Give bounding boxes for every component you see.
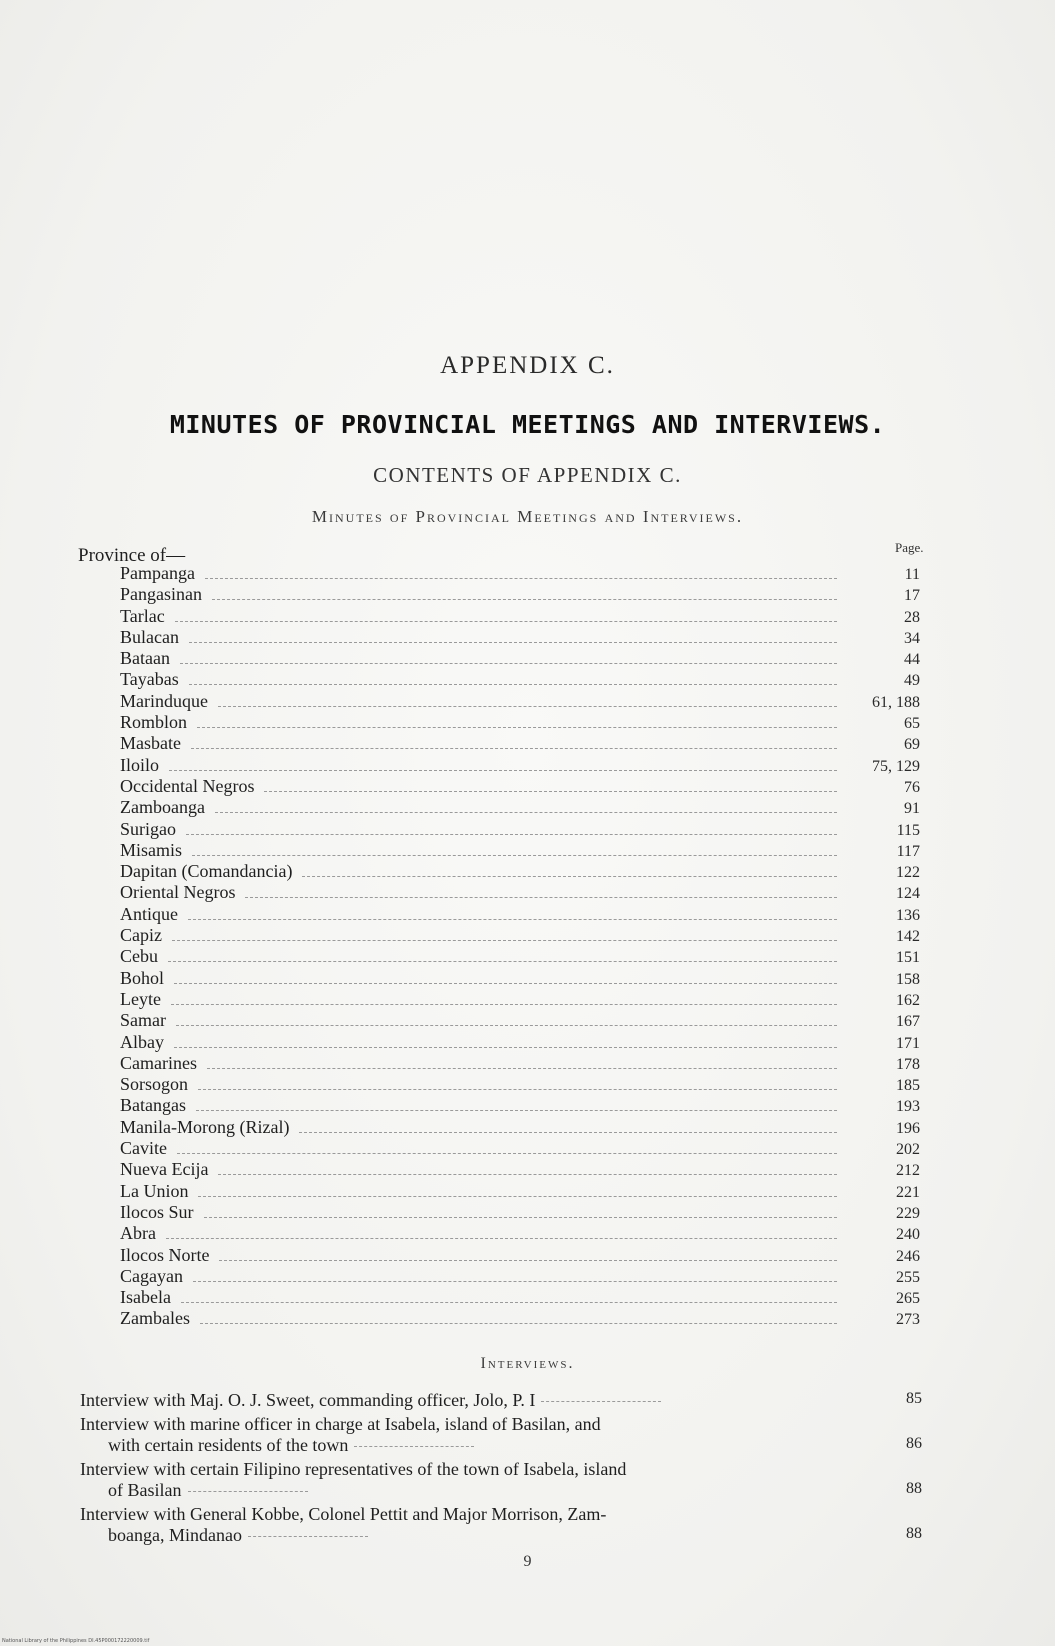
toc-entry-page: 151 [896,949,920,967]
toc-entry [120,776,920,797]
dot-leader [188,1491,308,1492]
toc-entry-page: 196 [896,1119,920,1137]
toc-entry-name: Tarlac [120,605,165,626]
interview-entry-text [80,1390,870,1411]
dot-leader [189,683,837,685]
toc-entry [120,1010,920,1031]
interview-entry-page: 88 [906,1525,922,1542]
dot-leader [176,1024,837,1026]
toc-entry [120,669,920,690]
toc-entry-page: 185 [896,1077,920,1095]
toc-entry-name: Capiz [120,925,162,946]
toc-entry [120,755,920,776]
dot-leader [174,982,837,984]
toc-entry [120,882,920,903]
toc-entry [120,1181,920,1202]
interview-entry-text [80,1414,870,1456]
dot-leader [181,1301,837,1303]
dot-leader [299,1131,837,1133]
dot-leader [219,1259,837,1261]
toc-intro: Province of— [78,545,186,566]
toc-entry-page: 61, 188 [872,693,920,711]
toc-entry-name: Masbate [120,733,181,754]
toc-entry [120,563,920,584]
toc-entry [120,904,920,925]
toc-entry-page: 34 [904,629,920,647]
toc-entry-name: Romblon [120,712,188,733]
toc-entry-name: Ilocos Norte [120,1244,210,1265]
appendix-heading: APPENDIX C. [440,352,615,379]
dot-leader [168,960,837,962]
toc-entry [120,1266,920,1287]
toc-entry-name: Pampanga [120,563,195,583]
toc-entry-page: 202 [896,1141,920,1159]
toc-entry-page: 44 [904,651,920,669]
dot-leader [196,1109,837,1111]
toc-entry [120,968,920,989]
toc-entry-name: Marinduque [120,690,208,711]
interview-entry-page: 88 [906,1480,922,1497]
interview-entry [80,1504,922,1546]
table-of-contents [120,563,920,1330]
interview-entry-page: 86 [906,1435,922,1452]
toc-entry-name: Bulacan [120,626,179,647]
toc-entry-name: Leyte [120,988,161,1009]
toc-entry-name: Cagayan [120,1265,183,1286]
dot-leader [207,1067,837,1069]
toc-entry [120,1032,920,1053]
dot-leader [248,1536,368,1537]
toc-entry-page: 273 [896,1311,920,1329]
dot-leader [205,577,837,579]
toc-entry-page: 115 [896,821,920,839]
toc-entry [120,1053,920,1074]
toc-entry-name: Sorsogon [120,1074,189,1095]
toc-entry-name: Albay [120,1031,164,1052]
toc-entry-name: Cebu [120,946,158,967]
dot-leader [166,1237,837,1239]
dot-leader [189,641,837,643]
dot-leader [198,1195,837,1197]
toc-entry-page: 162 [896,991,920,1009]
toc-entry-name: Isabela [120,1287,171,1308]
dot-leader [188,918,837,920]
dot-leader [192,854,837,856]
page-column-header: Page. [895,540,924,555]
toc-entry-name: Ilocos Sur [120,1201,194,1222]
toc-entry [120,925,920,946]
toc-entry-page: 240 [896,1226,920,1244]
minutes-subheading: Minutes of Provincial Meetings and Interviews. [311,507,744,526]
scan-footer: National Library of the Philippines DI.45P000172220009.tif [2,1638,150,1644]
dot-leader [197,726,837,728]
toc-entry [120,1138,920,1159]
dot-leader [180,662,837,664]
toc-entry-page: 124 [896,885,920,903]
toc-entry [120,1308,920,1329]
toc-entry-name: Antique [120,903,178,924]
toc-entry-page: 171 [896,1034,920,1052]
toc-entry [120,712,920,733]
toc-entry [120,1245,920,1266]
dot-leader [175,620,837,622]
toc-entry [120,1202,920,1223]
toc-entry-page: 246 [896,1247,920,1265]
toc-entry-page: 75, 129 [872,757,920,775]
dot-leader [198,1088,837,1090]
toc-entry [120,627,920,648]
toc-entry-page: 91 [904,800,920,818]
dot-leader [191,747,837,749]
toc-entry-page: 76 [904,778,920,796]
toc-entry-name: Oriental Negros [120,882,236,903]
toc-entry-name: Dapitan (Comandancia) [120,861,293,882]
dot-leader [171,1003,837,1005]
toc-entry-page: 265 [896,1290,920,1308]
toc-entry-page: 178 [896,1055,920,1073]
interviews-heading: Interviews. [480,1355,575,1372]
interview-entry-page: 85 [906,1390,922,1407]
toc-entry-page: 229 [896,1204,920,1222]
toc-entry-name: Iloilo [120,754,159,775]
toc-entry [120,861,920,882]
toc-entry-page: 17 [904,587,920,605]
toc-entry-name: Tayabas [120,669,179,690]
interview-line: Interview with marine officer in charge at Isabela, island of Basilan, and [80,1414,601,1434]
toc-entry-page: 221 [896,1183,920,1201]
toc-entry [120,606,920,627]
interviews-list [80,1388,922,1549]
interview-line-continued: of Basilan [80,1480,870,1501]
toc-entry-name: Nueva Ecija [120,1159,209,1180]
dot-leader [200,1322,837,1324]
toc-entry-name: Bataan [120,648,170,669]
dot-leader [245,896,837,898]
toc-entry-page: 142 [896,928,920,946]
dot-leader [218,705,837,707]
toc-entry-name: Batangas [120,1095,186,1116]
interview-entry [80,1459,922,1501]
toc-entry-page: 122 [896,864,920,882]
interview-entry-text [80,1504,870,1546]
toc-entry-name: Pangasinan [120,584,202,605]
toc-entry-name: Bohol [120,967,165,988]
dot-leader [177,1152,837,1154]
toc-entry-page: 65 [904,715,920,733]
dot-leader [354,1446,474,1447]
main-title: MINUTES OF PROVINCIAL MEETINGS AND INTERVIEWS. [169,410,886,439]
interview-line: Interview with Maj. O. J. Sweet, commanding officer, Jolo, P. I [80,1390,536,1410]
dot-leader [264,790,837,792]
interview-line-continued: boanga, Mindanao [80,1525,870,1546]
toc-entry-name: Samar [120,1010,166,1031]
toc-entry-page: 28 [904,608,920,626]
toc-entry [120,1095,920,1116]
toc-entry-name: Camarines [120,1052,197,1073]
dot-leader [215,811,837,813]
dot-leader [193,1280,837,1282]
toc-entry [120,1074,920,1095]
toc-entry [120,840,920,861]
toc-entry-name: Surigao [120,818,176,839]
dot-leader [172,939,837,941]
toc-entry-page: 69 [904,736,920,754]
toc-entry-page: 136 [896,906,920,924]
toc-entry-name: Manila-Morong (Rizal) [120,1116,290,1137]
dot-leader [302,875,837,877]
toc-entry-name: Misamis [120,839,183,860]
toc-entry-page: 117 [896,842,920,860]
dot-leader [174,1046,837,1048]
toc-entry-page: 11 [904,566,920,583]
toc-entry-name: Zambales [120,1308,190,1329]
toc-entry [120,1287,920,1308]
dot-leader [541,1401,661,1402]
page-number: 9 [523,1553,532,1570]
toc-entry [120,691,920,712]
interview-line: Interview with General Kobbe, Colonel Pettit and Major Morrison, Zam- [80,1504,607,1524]
toc-entry-page: 193 [896,1098,920,1116]
interview-entry [80,1388,922,1411]
interview-line-continued: with certain residents of the town [80,1435,870,1456]
toc-entry-page: 167 [896,1013,920,1031]
toc-entry [120,1117,920,1138]
toc-entry [120,1223,920,1244]
toc-entry-name: Cavite [120,1138,167,1159]
toc-entry-name: Abra [120,1223,156,1244]
toc-entry-page: 49 [904,672,920,690]
contents-heading: CONTENTS OF APPENDIX C. [373,463,682,487]
dot-leader [204,1216,838,1218]
toc-entry [120,946,920,967]
toc-entry [120,584,920,605]
toc-entry-page: 158 [896,970,920,988]
dot-leader [212,598,837,600]
interview-line: Interview with certain Filipino representatives of the town of Isabela, island [80,1459,627,1479]
dot-leader [186,833,837,835]
interview-entry [80,1414,922,1456]
toc-entry [120,797,920,818]
interview-entry-text [80,1459,870,1501]
toc-entry-page: 255 [896,1268,920,1286]
toc-entry-name: Occidental Negros [120,775,255,796]
toc-entry [120,1159,920,1180]
toc-entry [120,819,920,840]
toc-entry [120,989,920,1010]
toc-entry-name: Zamboanga [120,797,205,818]
toc-entry-name: La Union [120,1180,189,1201]
dot-leader [218,1173,837,1175]
toc-entry [120,733,920,754]
toc-entry [120,648,920,669]
dot-leader [169,769,837,771]
toc-entry-page: 212 [896,1162,920,1180]
